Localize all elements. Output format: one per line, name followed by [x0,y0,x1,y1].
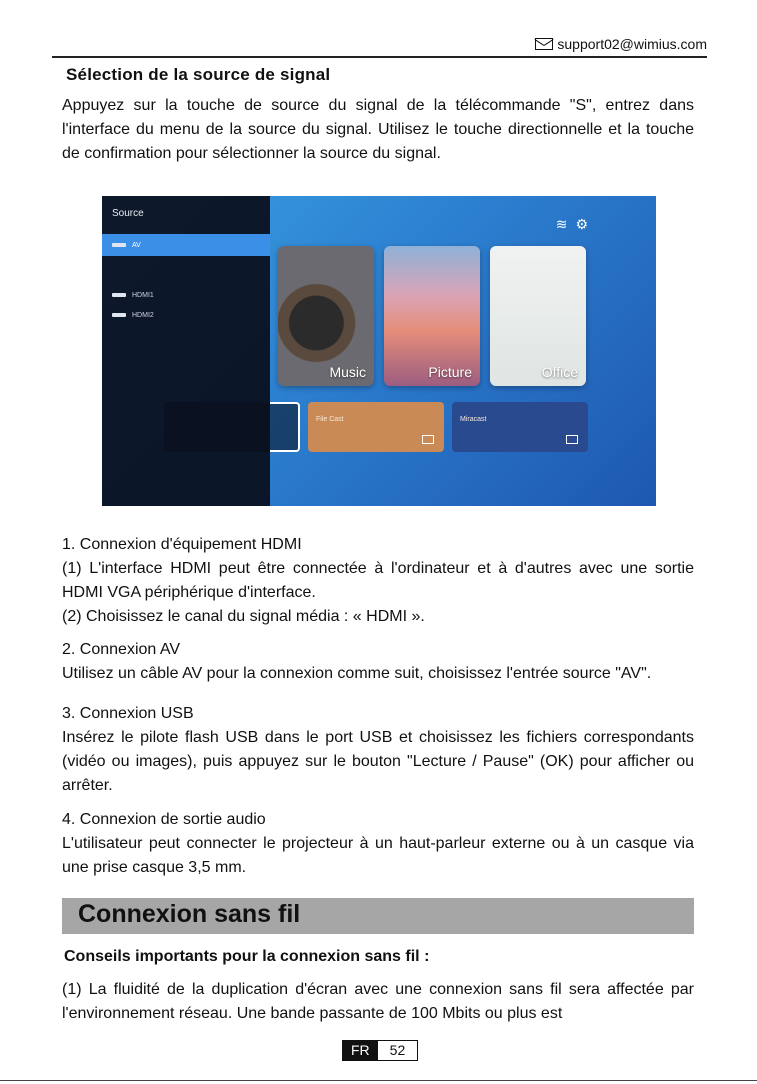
item-heading: 1. Connexion d'équipement HDMI [62,536,302,553]
plug-icon [112,293,126,297]
miracast-tile [452,402,588,452]
filecast-tile [308,402,444,452]
music-tile-label: Music [329,364,366,380]
item-1 [62,533,694,629]
tips-title: Conseils importants pour la connexion sans fil : [64,948,430,965]
item-heading: 2. Connexion AV [62,641,181,658]
miracast-tile-label: Miracast [460,416,487,423]
picture-tile [384,246,480,386]
plug-icon [112,243,126,247]
source-item-av [102,234,270,256]
wireless-section-title: Connexion sans fil [78,900,301,928]
section-title: Sélection de la source de signal [66,65,331,84]
source-item-label: HDMI2 [132,311,154,319]
item-3 [62,702,694,798]
source-item-label: AV [132,241,141,249]
page-number: 52 [389,1042,406,1058]
bottom-divider [0,1080,757,1081]
header-email [535,36,707,52]
item-2 [62,638,694,686]
source-sidebar [102,196,270,506]
intro-paragraph: Appuyez sur la touche de source du signal de la télécommande "S", entrez dans l'interface du menu de la source du signal. Utilisez le touche directionnelle et la touche de confirmation pour sélectionner la source du signal. [62,97,694,162]
cast-icon [422,435,434,444]
filecast-tile-label: File Cast [316,416,344,423]
source-item-hdmi2 [102,304,270,326]
selection-highlight [270,402,300,452]
source-menu-screenshot [102,196,656,506]
item-line: (1) L'interface HDMI peut être connectée à l'ordinateur et à d'autres avec une sortie HDMI VGA périphérique d'interface. [62,560,694,601]
wireless-section-bar [62,898,694,934]
item-line: (2) Choisissez le canal du signal média : « HDMI ». [62,608,425,625]
envelope-icon [535,38,553,50]
source-item-label: HDMI1 [132,291,154,299]
source-item-hdmi1 [102,284,270,306]
picture-tile-label: Picture [428,364,472,380]
item-line: L'utilisateur peut connecter le projecteur à un haut-parleur externe ou à un casque via une prise casque 3,5 mm. [62,835,694,876]
wifi-icon: ≋ [555,216,568,232]
item-heading: 4. Connexion de sortie audio [62,811,266,828]
item-heading: 3. Connexion USB [62,705,194,722]
item-line: Utilisez un câble AV pour la connexion comme suit, choisissez l'entrée source "AV". [62,665,652,682]
source-sidebar-title: Source [112,208,144,219]
header-divider [52,56,707,58]
item-line: Insérez le pilote flash USB dans le port USB et choisissez les fichiers correspondants (vidéo ou images), puis appuyez sur le bouton "Lecture / Pause" (OK) pour afficher ou arrêter. [62,729,694,794]
email-text: support02@wimius.com [557,36,707,52]
item-4 [62,808,694,880]
music-tile [278,246,374,386]
tip-1: (1) La fluidité de la duplication d'écran avec une connexion sans fil sera affectée par l'environnement réseau. Une bande passante de 100 Mbits ou plus est [62,981,694,1022]
plug-icon [112,313,126,317]
page-number-badge [342,1040,418,1061]
status-icons [556,216,588,233]
office-tile-label: Office [541,364,578,380]
office-tile [490,246,586,386]
screen-mirror-icon [566,435,578,444]
gear-icon: ⚙ [575,216,588,232]
language-label: FR [343,1041,378,1060]
